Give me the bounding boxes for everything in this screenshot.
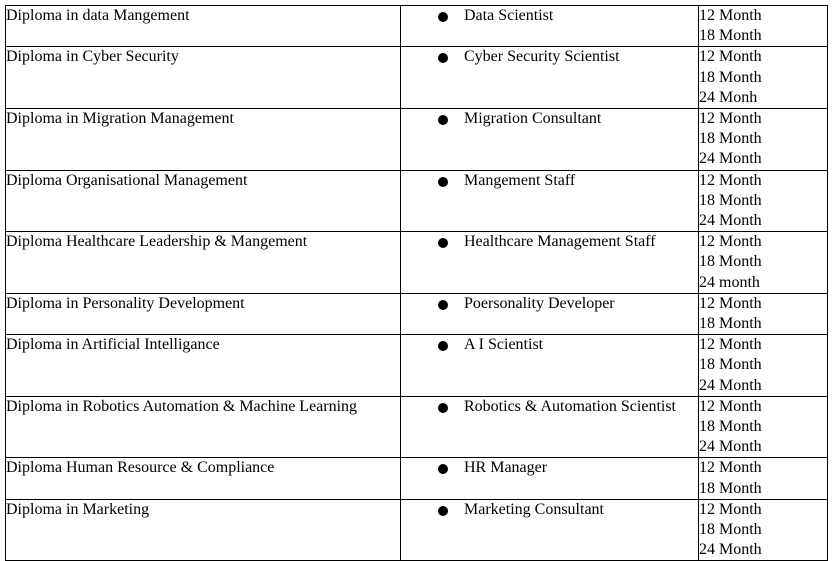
course-name: Diploma Healthcare Leadership & Mangement — [6, 233, 308, 251]
course-name: Diploma in Cyber Security — [6, 48, 179, 66]
career-role-item — [401, 294, 698, 314]
bullet-icon — [438, 177, 448, 187]
course-name-cell — [6, 396, 401, 458]
duration-option: 12 Month — [699, 110, 762, 128]
career-role-item — [401, 171, 698, 191]
bullet-icon — [438, 464, 448, 474]
duration-cell — [699, 396, 828, 458]
course-name-cell — [6, 232, 401, 294]
courses-table-body — [6, 6, 828, 561]
duration-option: 12 Month — [699, 48, 762, 66]
bullet-icon — [438, 341, 448, 351]
duration-option: 12 Month — [699, 459, 762, 477]
career-role-item — [401, 109, 698, 129]
table-row — [6, 109, 828, 171]
career-role-item — [401, 335, 698, 355]
course-name-cell — [6, 47, 401, 109]
duration-option: 18 Month — [699, 479, 762, 497]
course-name: Diploma Human Resource & Compliance — [6, 459, 275, 477]
duration-option: 12 Month — [699, 7, 762, 24]
course-name-cell — [6, 293, 401, 334]
duration-option: 12 Month — [699, 233, 762, 251]
duration-option: 24 Month — [699, 438, 762, 456]
duration-option: 12 Month — [699, 500, 762, 518]
career-role-cell — [401, 293, 699, 334]
career-role: Robotics & Automation Scientist — [464, 397, 676, 415]
career-role-cell — [401, 170, 699, 232]
bullet-icon — [438, 115, 448, 125]
career-role-item — [401, 397, 698, 417]
duration-option: 12 Month — [699, 336, 762, 354]
career-role-cell — [401, 335, 699, 397]
table-row — [6, 499, 828, 561]
career-role: Data Scientist — [464, 7, 554, 24]
bullet-icon — [438, 403, 448, 413]
duration-option: 18 Month — [699, 130, 762, 148]
career-role-cell — [401, 499, 699, 561]
career-role-cell — [401, 109, 699, 171]
duration-cell — [699, 458, 828, 499]
course-name-cell — [6, 6, 401, 47]
bullet-icon — [438, 53, 448, 63]
course-name-cell — [6, 499, 401, 561]
career-role: HR Manager — [464, 459, 548, 477]
duration-option: 12 Month — [699, 171, 762, 189]
career-role-cell — [401, 396, 699, 458]
courses-table — [5, 5, 828, 561]
career-role: Marketing Consultant — [464, 500, 604, 518]
table-row — [6, 232, 828, 294]
course-name: Diploma Organisational Management — [6, 171, 248, 189]
duration-cell — [699, 47, 828, 109]
table-row — [6, 396, 828, 458]
table-row — [6, 335, 828, 397]
course-name: Diploma in Personality Development — [6, 294, 245, 312]
bullet-icon — [438, 300, 448, 310]
duration-option: 18 Month — [699, 191, 762, 209]
career-role: Migration Consultant — [464, 110, 602, 128]
duration-option: 18 Month — [699, 315, 762, 333]
career-role-cell — [401, 6, 699, 47]
career-role-item — [401, 47, 698, 67]
career-role-cell — [401, 47, 699, 109]
duration-option: 18 Month — [699, 27, 762, 45]
duration-option: 24 month — [699, 273, 760, 291]
career-role: Poersonality Developer — [464, 294, 615, 312]
duration-option: 24 Month — [699, 376, 762, 394]
duration-cell — [699, 335, 828, 397]
duration-option: 24 Month — [699, 212, 762, 230]
duration-cell — [699, 499, 828, 561]
bullet-icon — [438, 238, 448, 248]
table-row — [6, 170, 828, 232]
duration-option: 24 Month — [699, 541, 762, 559]
table-row — [6, 293, 828, 334]
duration-cell — [699, 6, 828, 47]
duration-option: 18 Month — [699, 68, 762, 86]
course-name-cell — [6, 109, 401, 171]
duration-cell — [699, 232, 828, 294]
course-name: Diploma in Artificial Intelligance — [6, 336, 220, 354]
course-name-cell — [6, 170, 401, 232]
duration-option: 24 Monh — [699, 88, 758, 106]
duration-option: 18 Month — [699, 521, 762, 539]
duration-cell — [699, 293, 828, 334]
duration-option: 12 Month — [699, 294, 762, 312]
duration-cell — [699, 170, 828, 232]
career-role-item — [401, 232, 698, 252]
career-role: Healthcare Management Staff — [464, 233, 656, 251]
table-row — [6, 458, 828, 499]
duration-option: 18 Month — [699, 253, 762, 271]
duration-option: 24 Month — [699, 150, 762, 168]
course-name: Diploma in Migration Management — [6, 110, 234, 128]
career-role-item — [401, 500, 698, 520]
course-name: Diploma in Marketing — [6, 500, 150, 518]
course-name: Diploma in data Mangement — [6, 7, 190, 24]
career-role-cell — [401, 458, 699, 499]
career-role: Cyber Security Scientist — [464, 48, 620, 66]
course-name-cell — [6, 335, 401, 397]
table-row — [6, 6, 828, 47]
bullet-icon — [438, 506, 448, 516]
career-role: Mangement Staff — [464, 171, 576, 189]
table-row — [6, 47, 828, 109]
career-role-item — [401, 6, 698, 26]
duration-option: 18 Month — [699, 418, 762, 436]
duration-option: 18 Month — [699, 356, 762, 374]
course-name: Diploma in Robotics Automation & Machine Learning — [6, 397, 358, 415]
career-role-item — [401, 458, 698, 478]
duration-option: 12 Month — [699, 397, 762, 415]
bullet-icon — [438, 12, 448, 22]
course-name-cell — [6, 458, 401, 499]
career-role: A I Scientist — [464, 336, 544, 354]
career-role-cell — [401, 232, 699, 294]
duration-cell — [699, 109, 828, 171]
